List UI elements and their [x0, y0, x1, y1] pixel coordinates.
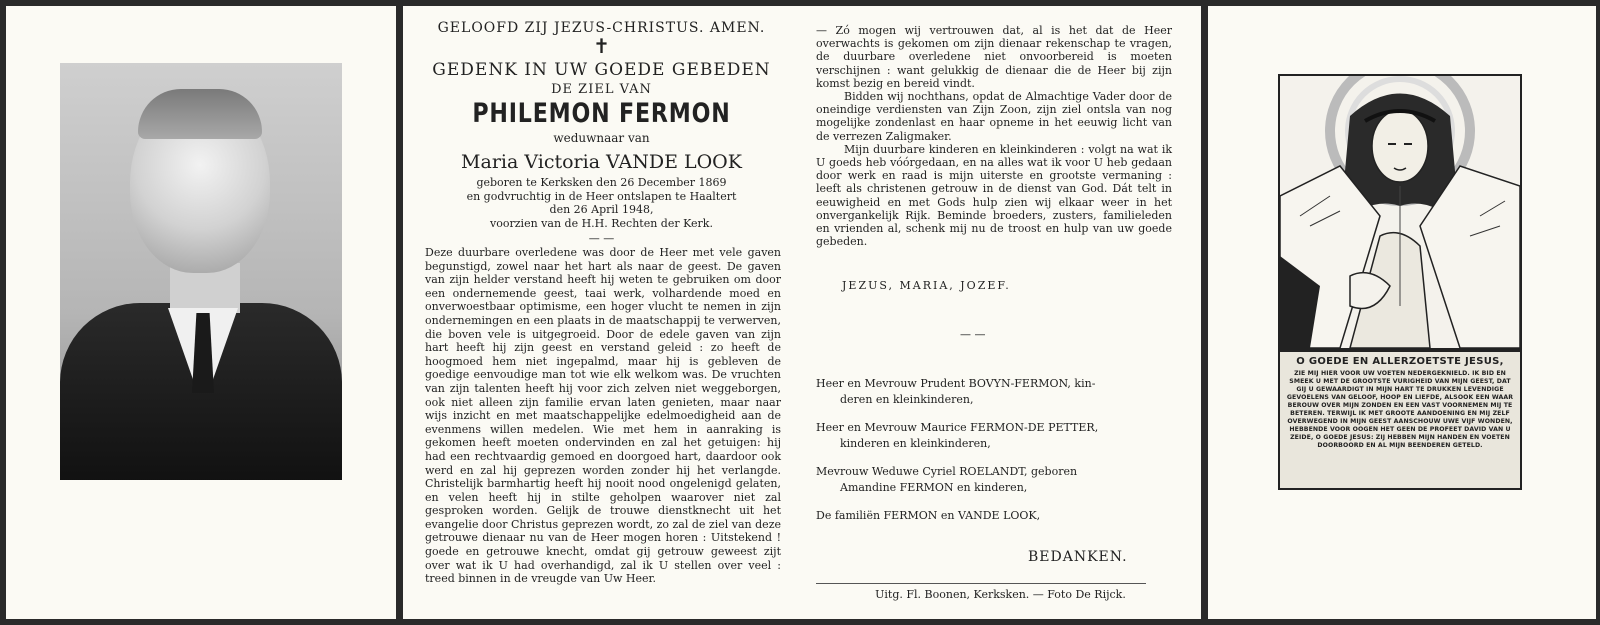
paragraph-3: Mijn duurbare kinderen en kleinkinderen : volgt na wat ik U goeds heb vóórgedaan, en na alles wat ik voor U heb gedaan door werk en raad is mijn uiterste en grootste vermaning : leeft als christenen getrouw in de dienst van God. Dát telt in eeuwigheid en met Gods hulp zien wij elkaar weer in het onvergankelijk Rijk. Beminde broeders, zusters, familieleden en vrienden al, schenk mij nu de troost en hulp van uw goede gebeden.: [816, 142, 1172, 249]
ziel-subheading: DE ZIEL VAN: [551, 82, 652, 97]
prayer-title: O GOEDE EN ALLERZOETSTE JESUS,: [1296, 356, 1504, 367]
christ-drawing: [1280, 76, 1520, 348]
paragraph-2: Bidden wij nochthans, opdat de Almachtige Vader door de oneindige verdiensten van Zijn Zoon, zijn ziel ontsla van nog mogelijke zondenlast en haar opneme in het eeuwig licht van de verrezen Zaligmaker.: [816, 90, 1172, 143]
death-line: en godvruchtig in de Heer ontslapen te Haaltert: [466, 189, 737, 203]
cross-icon: ✝: [593, 34, 610, 58]
paragraph-1: — Zó mogen wij vertrouwen dat, al is het dat de Heer overwachts is gekomen om zijn dienaar rekenschap te vragen, de duurbare overledene niet onvoorbereid is moeten verschijnen : want gelukkig de dienaar die de Heer bij zijn komst bezig en bereid vindt.: [816, 24, 1172, 90]
family-entry: [816, 420, 1172, 452]
eulogy-text: Deze duurbare overledene was door de Heer met vele gaven begunstigd, zowel naar het hart als naar de geest. De gaven van zijn helder verstand heeft hij weten te gebruiken om door een ondernemende geest, taai werk, volhardende moed en onverwoestbaar optimisme, een hoger vlucht te nemen in zijn ondernemingen en een plaats in de maatschappij te verwerven, die boven vele is uitgegroeid. Door de edele gaven van zijn hart heeft hij zijn geest en verstand geleid : zo heeft de hoogmoed hem niet ingepalmd, maar hij is gebleven de goedige eenvoudige man tot wie elk welkom was. De vruchten van zijn talenten heeft hij voor zich zelven niet weggeborgen, ook niet alleen zijn familie ervan laten genieten, maar naar wijs inzicht en met maatschappelijke edelmoedigheid aan de evenmens willen medelen. Wie met hem in aanraking is gekomen heeft moeten ondervinden en zal het getuigen: hij had een rechtvaardig gemoed en doorgoed hart, daardoor ook werd en zal hij geprezen worden zonder hij het verlangde. Christelijk barmhartig heeft hij nooit nood ongelenigd gelaten, en velen heeft hij in stilte geholpen waarover niet zal gesproken worden. Gelijk de trouwe dienstknecht uit het evangelie door Christus geprezen wordt, zo zal de ziel van deze getrouwe dienaar nu van de Heer mogen horen : Uitstekend ! goede en getrouwe knecht, omdat gij getrouw geweest zijt over wat ik U had overhandigd, zal ik U stellen over veel : treed binnen in de vreugde van Uw Heer.: [425, 246, 781, 586]
prayer-box: [1278, 350, 1522, 490]
rites-line: voorzien van de H.H. Rechten der Kerk.: [490, 216, 713, 230]
christ-illustration: [1278, 74, 1522, 350]
jmj-invocation: JEZUS, MARIA, JOZEF.: [842, 279, 1011, 292]
divider-dash: — —: [588, 232, 615, 245]
family-entry: [816, 464, 1172, 496]
birth-line: geboren te Kerksken den 26 December 1869: [476, 176, 727, 189]
family-entry: [816, 508, 1172, 524]
printer-credit: Uitg. Fl. Boonen, Kerksken. — Foto De Rijck.: [875, 588, 1126, 601]
portrait-hair: [138, 89, 262, 139]
death-date: den 26 April 1948,: [549, 203, 654, 216]
gedenk-heading: GEDENK IN UW GOEDE GEBEDEN: [432, 60, 771, 80]
family-line: kinderen en kleinkinderen,: [840, 437, 991, 450]
spouse-name: Maria Victoria VANDE LOOK: [461, 151, 742, 173]
memorial-text-right: [800, 6, 1201, 619]
credo-line: GELOOFD ZIJ JEZUS-CHRISTUS. AMEN.: [437, 20, 766, 36]
family-line: Amandine FERMON en kinderen,: [840, 481, 1028, 494]
memorial-text-left: [403, 6, 800, 619]
prayer-card: [1208, 6, 1596, 619]
family-line: Heer en Mevrouw Maurice FERMON-DE PETTER,: [816, 421, 1099, 434]
family-line: Heer en Mevrouw Prudent BOVYN-FERMON, kin-: [816, 377, 1096, 390]
family-entry: [816, 376, 1172, 408]
prayer-text: ZIE MIJ HIER VOOR UW VOETEN NEDERGEKNIELD. IK BID EN SMEEK U MET DE GROOTSTE VURIGHEID VAN MIJN GEEST, DAT GIJ U GEWAARDIGT IN MIJN HART TE DRUKKEN LEVENDIGE GEVOELENS VAN GELOOF, HOOP EN LIEFDE, ALSOOK EEN WAAR BEROUW OVER MIJN ZONDEN EN EEN VAST VOORNEMEN MIJ TE BETEREN. TERWIJL IK MET GROOTE AANDOENING EN MIJ ZELF OVERWEGEND IN MIJN GEEST AANSCHOUW UWE VIJF WONDEN, HEBBENDE VOOR OOGEN HET GEEN DE PROFEET DAVID VAN U ZEIDE, O GOEDE JESUS: ZIJ HEBBEN MIJN HANDEN EN VOETEN DOORBOORD EN AL MIJN BEENDEREN GETELD.: [1286, 370, 1514, 449]
deceased-name: PHILEMON FERMON: [472, 98, 731, 129]
thanks-line: BEDANKEN.: [1028, 549, 1128, 565]
widower-line: weduwnaar van: [553, 131, 650, 145]
family-line: De familiën FERMON en VANDE LOOK,: [816, 509, 1041, 522]
family-line: Mevrouw Weduwe Cyriel ROELANDT, geboren: [816, 465, 1078, 478]
footer-rule: [816, 583, 1146, 584]
portrait-photo: [60, 63, 342, 480]
photo-card: [6, 6, 396, 619]
life-details: [403, 176, 800, 230]
family-line: deren en kleinkinderen,: [840, 393, 974, 406]
divider-dash-right: — —: [960, 328, 986, 341]
prayer-paragraphs: [816, 24, 1172, 248]
